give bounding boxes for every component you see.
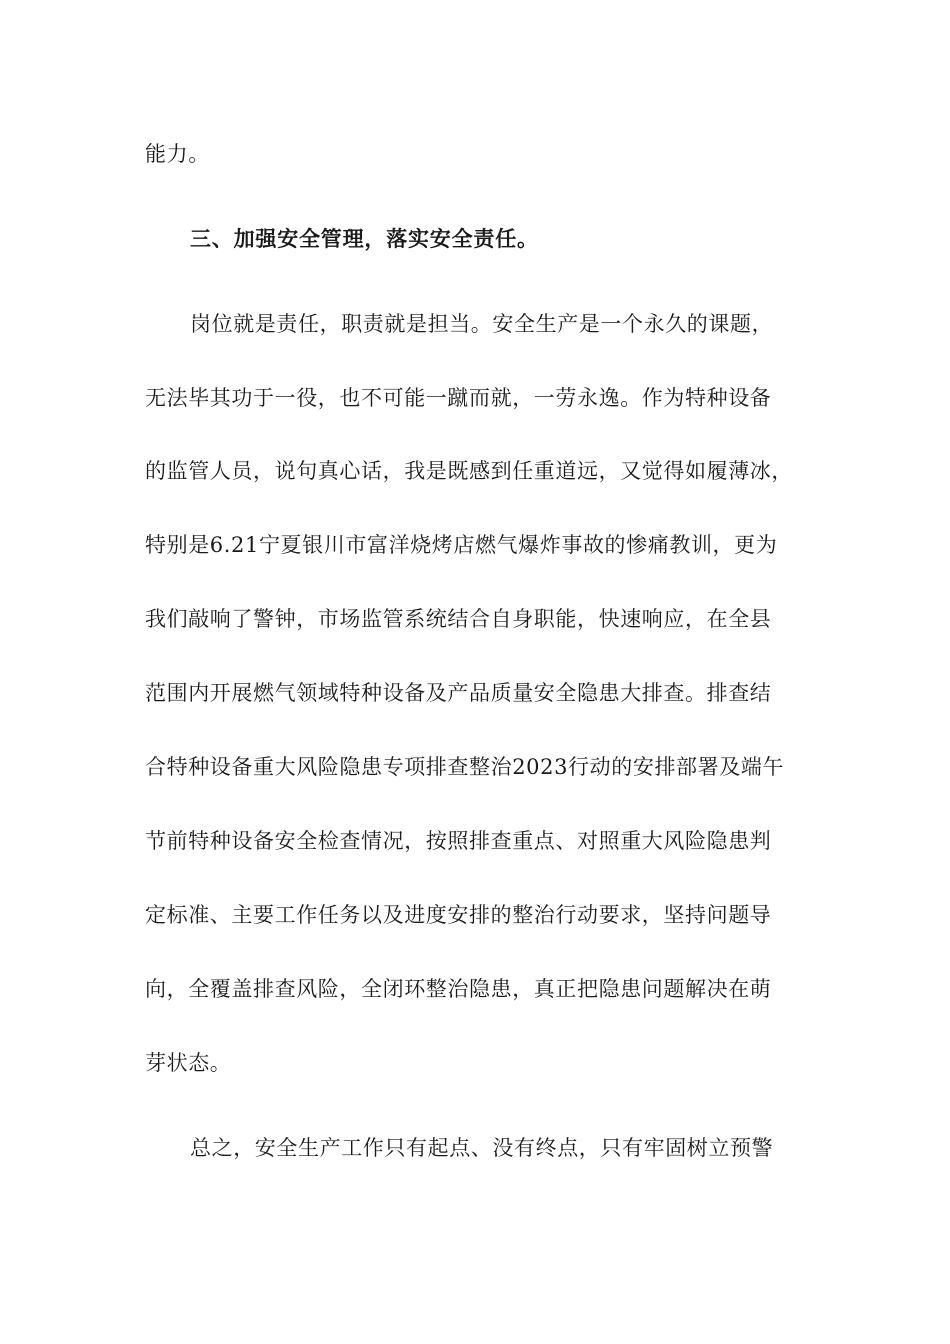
- paragraph-line: 的监管人员，说句真心话，我是既感到任重道远，又觉得如履薄冰，: [145, 459, 793, 483]
- paragraph-line: 节前特种设备安全检查情况，按照排查重点、对照重大风险隐患判: [145, 829, 772, 853]
- paragraph-line: 我们敲响了警钟，市场监管系统结合自身职能，快速响应，在全县: [145, 607, 772, 631]
- paragraph-line: 芽状态。: [145, 1051, 232, 1075]
- paragraph-line: 定标准、主要工作任务以及进度安排的整治行动要求，坚持问题导: [145, 903, 772, 927]
- paragraph-line: 岗位就是责任，职责就是担当。安全生产是一个永久的课题，: [190, 312, 774, 336]
- section-heading: 三、加强安全管理，落实安全责任。: [190, 227, 539, 251]
- paragraph-line: 范围内开展燃气领域特种设备及产品质量安全隐患大排查。排查结: [145, 681, 772, 705]
- paragraph-line: 总之，安全生产工作只有起点、没有终点，只有牢固树立预警: [190, 1136, 774, 1160]
- paragraph-line: 特别是6.21宁夏银川市富洋烧烤店燃气爆炸事故的惨痛教训，更为: [145, 533, 778, 557]
- paragraph-line: 无法毕其功于一役，也不可能一蹴而就，一劳永逸。作为特种设备: [145, 386, 772, 410]
- paragraph-line: 合特种设备重大风险隐患专项排查整治2023行动的安排部署及端午: [145, 755, 785, 779]
- paragraph-line: 向，全覆盖排查风险，全闭环整治隐患，真正把隐患问题解决在萌: [145, 977, 772, 1001]
- paragraph-line: 能力。: [145, 142, 210, 166]
